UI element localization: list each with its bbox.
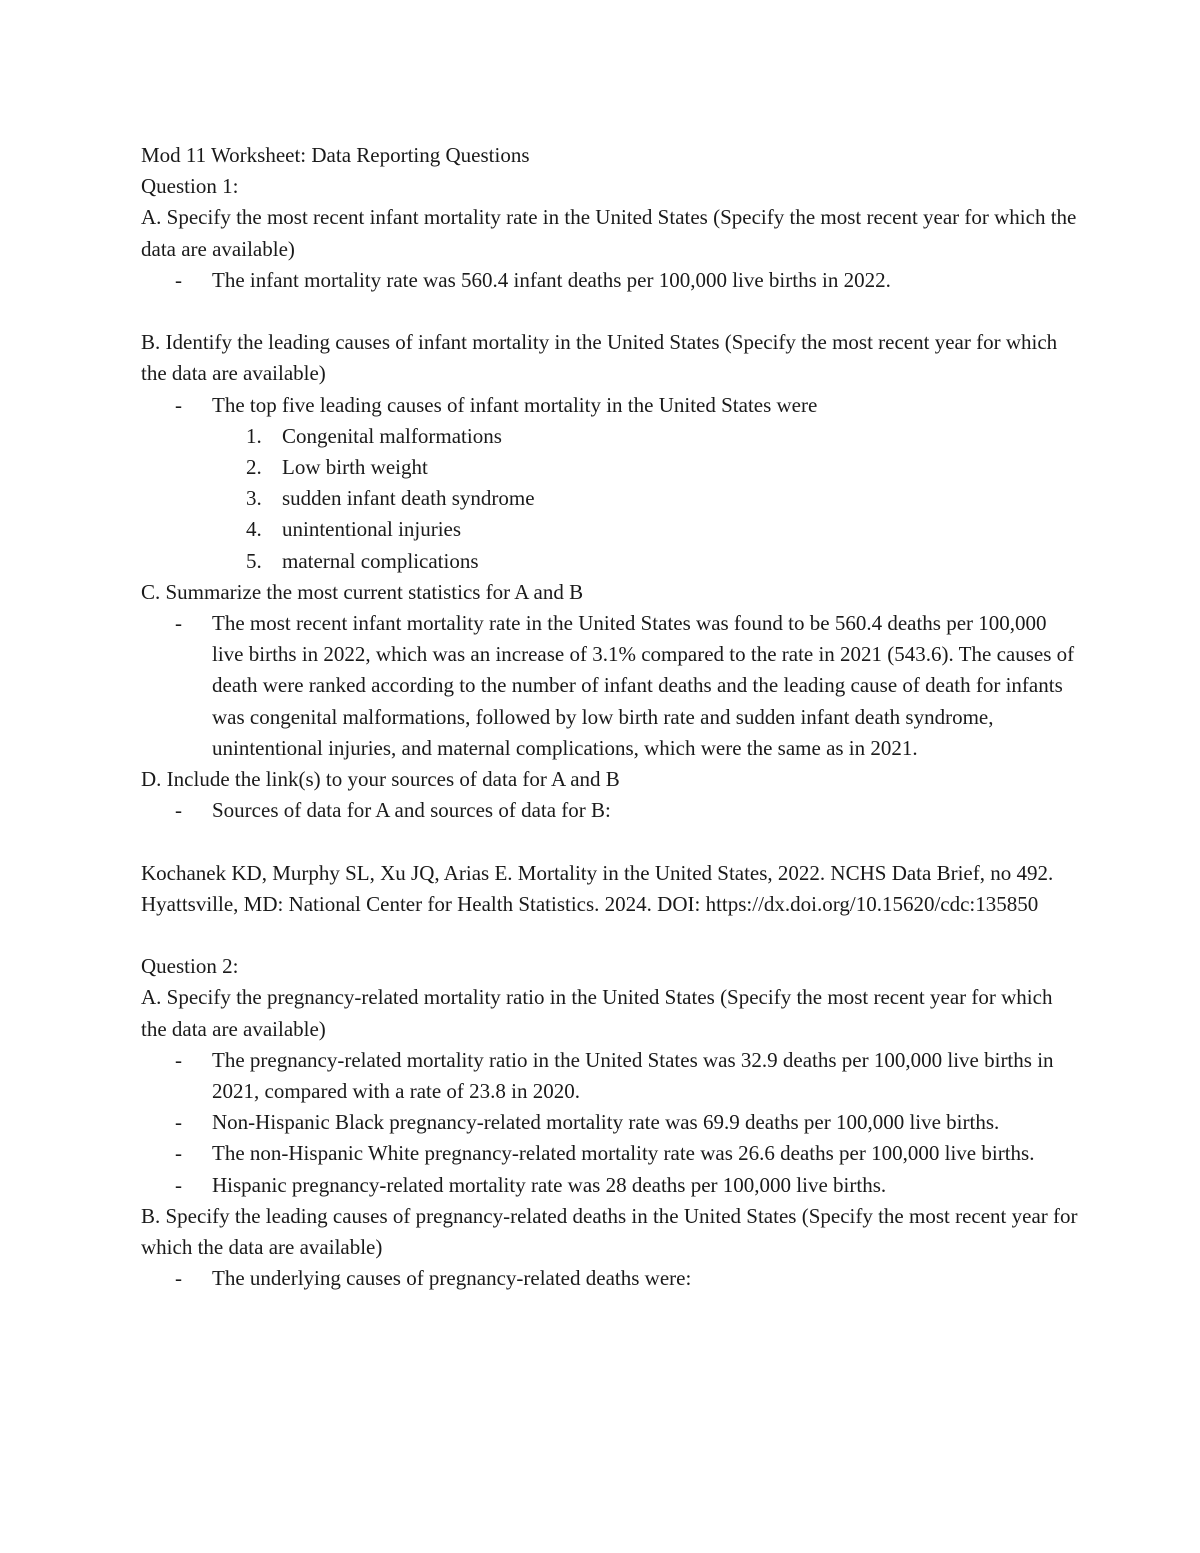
q2-a-answer [141, 1170, 1081, 1201]
list-number: 1. [246, 423, 262, 448]
q2-a-answer-text: Hispanic pregnancy-related mortality rate was 28 deaths per 100,000 live births. [212, 1172, 887, 1197]
list-number: 4. [246, 517, 262, 542]
q1-d-answer [141, 795, 1081, 826]
q1-heading: Question 1: [141, 174, 239, 199]
q1-c-answer [141, 608, 1081, 764]
citation-text: Kochanek KD, Murphy SL, Xu JQ, Arias E. Mortality in the United States, 2022. NCHS Data Brief, no 492. Hyattsville, MD: National Center for Health Statistics. 2024. DOI: [141, 860, 1054, 916]
q1-d-answer-text: Sources of data for A and sources of data for B: [212, 798, 611, 823]
q2-b-prompt: B. Specify the leading causes of pregnancy-related deaths in the United States (Specify the most recent year for which the data are available) [141, 1203, 1078, 1260]
q2-a-answer-text: The non-Hispanic White pregnancy-related mortality rate was 26.6 deaths per 100,000 live births. [212, 1141, 1035, 1166]
list-item-text: unintentional injuries [282, 517, 462, 542]
dash-bullet: - [175, 1172, 182, 1197]
q1-b-answer-text: The top five leading causes of infant mortality in the United States were [212, 392, 818, 417]
blank-line [141, 920, 1081, 951]
list-number: 2. [246, 455, 262, 480]
q2-heading: Question 2: [141, 954, 239, 979]
dash-bullet: - [175, 611, 182, 636]
q1-b-prompt: B. Identify the leading causes of infant mortality in the United States (Specify the most recent year for which the data are available) [141, 330, 1058, 386]
q2-b-answer-text: The underlying causes of pregnancy-related deaths were: [212, 1266, 692, 1291]
list-number: 3. [246, 486, 262, 511]
dash-bullet: - [175, 392, 182, 417]
dash-bullet: - [175, 267, 182, 292]
dash-bullet: - [175, 798, 182, 823]
list-item [141, 421, 1081, 452]
citation-link[interactable]: https://dx.doi.org/10.15620/cdc:135850 [705, 891, 1039, 916]
q1-b-answer [141, 390, 1081, 421]
q2-a-prompt: A. Specify the pregnancy-related mortality ratio in the United States (Specify the most recent year for which the data are available) [141, 985, 1053, 1041]
blank-line [141, 296, 1081, 327]
blank-line [141, 826, 1081, 857]
dash-bullet: - [175, 1110, 182, 1135]
document-page [141, 140, 1081, 1294]
q2-a-answer [141, 1138, 1081, 1169]
q1-a-answer [141, 265, 1081, 296]
citation [141, 858, 1081, 920]
dash-bullet: - [175, 1266, 182, 1291]
q1-a-prompt: A. Specify the most recent infant mortality rate in the United States (Specify the most recent year for which the data are available) [141, 205, 1077, 261]
q2-a-answer [141, 1107, 1081, 1138]
list-item [141, 514, 1081, 545]
q2-a-answer [141, 1045, 1081, 1107]
list-item [141, 546, 1081, 577]
document-title: Mod 11 Worksheet: Data Reporting Questions [141, 143, 530, 167]
q1-c-answer-text: The most recent infant mortality rate in the United States was found to be 560.4 deaths per 100,000 live births in 2022, which was an increase of 3.1% compared to the rate in 2021 (543.6). The causes of death were ranked according to the number of infant deaths and the leading cause of death for infants was congenital malformations, followed by low birth rate and sudden infant death syndrome, unintentional injuries, and maternal complications, which were the same as in 2021. [212, 611, 1075, 760]
list-item [141, 483, 1081, 514]
q2-b-answer [141, 1263, 1081, 1294]
dash-bullet: - [175, 1047, 182, 1072]
list-item-text: sudden infant death syndrome [282, 486, 535, 511]
list-item-text: maternal complications [282, 548, 479, 573]
list-item-text: Low birth weight [282, 455, 428, 480]
q1-d-prompt: D. Include the link(s) to your sources of data for A and B [141, 767, 620, 792]
q1-a-answer-text: The infant mortality rate was 560.4 infant deaths per 100,000 live births in 2022. [212, 267, 891, 292]
q2-a-answer-text: The pregnancy-related mortality ratio in the United States was 32.9 deaths per 100,000 live births in 2021, compared with a rate of 23.8 in 2020. [212, 1047, 1054, 1104]
q1-c-prompt: C. Summarize the most current statistics for A and B [141, 579, 584, 604]
dash-bullet: - [175, 1141, 182, 1166]
list-number: 5. [246, 548, 262, 573]
list-item-text: Congenital malformations [282, 423, 502, 448]
list-item [141, 452, 1081, 483]
q2-a-answer-text: Non-Hispanic Black pregnancy-related mortality rate was 69.9 deaths per 100,000 live births. [212, 1110, 1000, 1135]
